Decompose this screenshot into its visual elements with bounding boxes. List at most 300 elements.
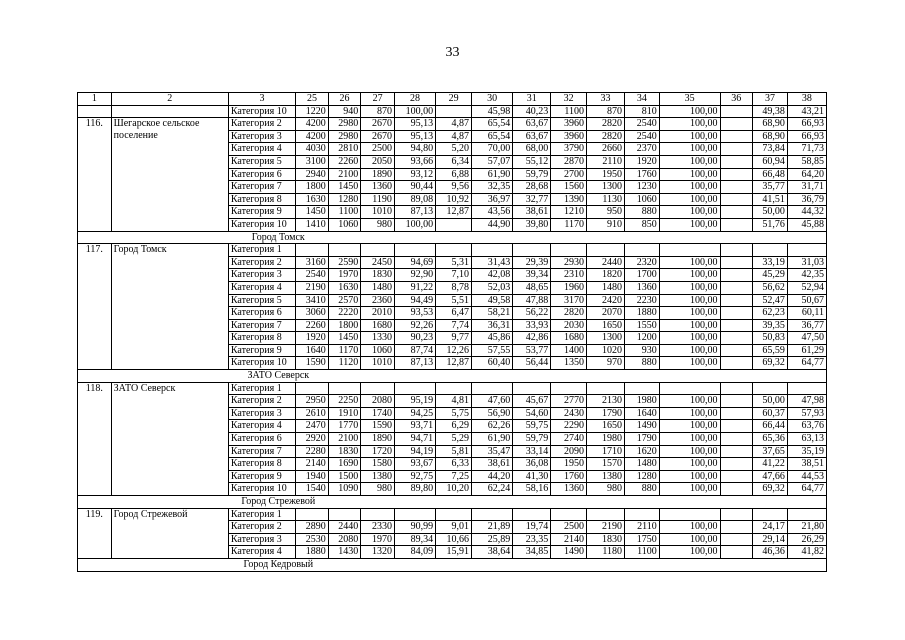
value-cell: 94,25 (394, 407, 435, 420)
value-cell: 2260 (328, 155, 361, 168)
value-cell (551, 508, 587, 521)
value-cell: 45,98 (471, 105, 512, 118)
value-cell: 9,01 (436, 521, 472, 534)
value-cell: 100,00 (394, 105, 435, 118)
value-cell (720, 319, 753, 332)
value-cell: 1480 (361, 281, 395, 294)
table-row (78, 244, 827, 257)
value-cell: 61,90 (471, 433, 512, 446)
value-cell: 1350 (551, 357, 587, 370)
value-cell: 1410 (296, 218, 329, 231)
value-cell: 52,03 (471, 281, 512, 294)
value-cell: 100,00 (659, 407, 720, 420)
column-header: 38 (787, 93, 826, 106)
value-cell: 1280 (328, 193, 361, 206)
value-cell: 57,93 (787, 407, 826, 420)
blank-cell (78, 370, 229, 383)
value-cell: 1570 (587, 458, 625, 471)
value-cell: 1390 (551, 193, 587, 206)
value-cell: 39,34 (513, 269, 551, 282)
value-cell: 1500 (328, 470, 361, 483)
value-cell: 58,85 (787, 155, 826, 168)
value-cell: 2440 (328, 521, 361, 534)
value-cell (720, 105, 753, 118)
value-cell: 55,12 (513, 155, 551, 168)
value-cell: 1330 (361, 332, 395, 345)
value-cell: 2700 (551, 168, 587, 181)
header-row (78, 93, 827, 106)
value-cell: 66,44 (753, 420, 788, 433)
category-label: Категория 6 (228, 168, 295, 181)
value-cell: 1020 (587, 344, 625, 357)
value-cell: 38,61 (513, 206, 551, 219)
value-cell: 50,67 (787, 294, 826, 307)
value-cell: 49,58 (471, 294, 512, 307)
value-cell: 87,13 (394, 357, 435, 370)
value-cell: 930 (625, 344, 660, 357)
value-cell: 2940 (296, 168, 329, 181)
value-cell: 3410 (296, 294, 329, 307)
value-cell: 2530 (296, 533, 329, 546)
value-cell: 41,82 (787, 546, 826, 559)
value-cell: 100,00 (659, 155, 720, 168)
value-cell: 52,94 (787, 281, 826, 294)
value-cell: 70,00 (471, 143, 512, 156)
value-cell: 1480 (625, 458, 660, 471)
value-cell: 43,21 (787, 105, 826, 118)
value-cell: 1760 (551, 470, 587, 483)
value-cell: 60,94 (753, 155, 788, 168)
value-cell: 38,64 (471, 546, 512, 559)
value-cell: 2130 (587, 395, 625, 408)
value-cell: 2870 (551, 155, 587, 168)
category-label: Категория 10 (228, 483, 295, 496)
value-cell: 58,16 (513, 483, 551, 496)
value-cell (720, 533, 753, 546)
value-cell: 93,66 (394, 155, 435, 168)
category-label: Категория 10 (228, 357, 295, 370)
value-cell: 1010 (361, 357, 395, 370)
value-cell: 4200 (296, 130, 329, 143)
table-row (78, 105, 827, 118)
category-label: Категория 2 (228, 118, 295, 131)
value-cell: 31,71 (787, 181, 826, 194)
value-cell (394, 382, 435, 395)
value-cell: 6,33 (436, 458, 472, 471)
value-cell: 21,89 (471, 521, 512, 534)
value-cell (720, 168, 753, 181)
value-cell: 62,23 (753, 307, 788, 320)
value-cell: 100,00 (659, 181, 720, 194)
value-cell (296, 244, 329, 257)
value-cell: 1400 (551, 344, 587, 357)
value-cell: 1830 (587, 533, 625, 546)
column-header: 26 (328, 93, 361, 106)
value-cell: 47,60 (471, 395, 512, 408)
value-cell: 2660 (587, 143, 625, 156)
value-cell: 35,77 (753, 181, 788, 194)
value-cell: 1940 (296, 470, 329, 483)
value-cell: 59,79 (513, 168, 551, 181)
value-cell (753, 244, 788, 257)
value-cell: 19,74 (513, 521, 551, 534)
value-cell: 980 (361, 483, 395, 496)
value-cell: 1320 (361, 546, 395, 559)
value-cell: 2590 (328, 256, 361, 269)
value-cell: 95,19 (394, 395, 435, 408)
value-cell (436, 508, 472, 521)
value-cell: 69,32 (753, 357, 788, 370)
table-row (78, 508, 827, 521)
value-cell: 93,12 (394, 168, 435, 181)
column-header: 31 (513, 93, 551, 106)
value-cell: 1380 (361, 470, 395, 483)
category-label: Категория 2 (228, 256, 295, 269)
value-cell (787, 508, 826, 521)
value-cell: 2230 (625, 294, 660, 307)
value-cell: 100,00 (659, 395, 720, 408)
category-label: Категория 3 (228, 130, 295, 143)
value-cell: 1100 (328, 206, 361, 219)
value-cell: 1920 (296, 332, 329, 345)
value-cell: 7,74 (436, 319, 472, 332)
value-cell (551, 244, 587, 257)
value-cell: 6,34 (436, 155, 472, 168)
value-cell: 1490 (625, 420, 660, 433)
value-cell: 1100 (551, 105, 587, 118)
row-number: 117. (78, 244, 112, 370)
value-cell: 65,54 (471, 130, 512, 143)
value-cell (659, 244, 720, 257)
value-cell: 2570 (328, 294, 361, 307)
value-cell (720, 307, 753, 320)
column-header: 1 (78, 93, 112, 106)
value-cell: 66,48 (753, 168, 788, 181)
value-cell: 40,23 (513, 105, 551, 118)
value-cell: 89,80 (394, 483, 435, 496)
value-cell: 36,08 (513, 458, 551, 471)
value-cell: 87,74 (394, 344, 435, 357)
value-cell: 2140 (296, 458, 329, 471)
value-cell: 1210 (551, 206, 587, 219)
category-label: Категория 10 (228, 218, 295, 231)
value-cell: 1130 (587, 193, 625, 206)
value-cell: 100,00 (659, 118, 720, 131)
value-cell: 90,23 (394, 332, 435, 345)
value-cell: 5,29 (436, 433, 472, 446)
value-cell: 2810 (328, 143, 361, 156)
value-cell: 1060 (625, 193, 660, 206)
value-cell: 7,10 (436, 269, 472, 282)
value-cell: 4,87 (436, 130, 472, 143)
value-cell: 1230 (625, 181, 660, 194)
value-cell: 1450 (328, 181, 361, 194)
value-cell: 100,00 (659, 521, 720, 534)
value-cell: 2010 (361, 307, 395, 320)
value-cell: 2820 (587, 130, 625, 143)
value-cell: 910 (587, 218, 625, 231)
category-label: Категория 3 (228, 269, 295, 282)
value-cell: 1760 (625, 168, 660, 181)
value-cell: 44,32 (787, 206, 826, 219)
value-cell: 1910 (328, 407, 361, 420)
value-cell: 90,99 (394, 521, 435, 534)
value-cell: 68,00 (513, 143, 551, 156)
value-cell: 1720 (361, 445, 395, 458)
value-cell: 2280 (296, 445, 329, 458)
value-cell: 880 (625, 206, 660, 219)
value-cell: 94,19 (394, 445, 435, 458)
value-cell: 1830 (328, 445, 361, 458)
value-cell: 3100 (296, 155, 329, 168)
section-heading: Город Томск (228, 231, 328, 244)
value-cell: 100,00 (659, 433, 720, 446)
locality-name: ЗАТО Северск (111, 382, 228, 495)
value-cell: 92,26 (394, 319, 435, 332)
value-cell: 36,97 (471, 193, 512, 206)
value-cell: 2540 (625, 118, 660, 131)
value-cell: 50,00 (753, 395, 788, 408)
value-cell (720, 143, 753, 156)
value-cell: 56,90 (471, 407, 512, 420)
value-cell: 44,53 (787, 470, 826, 483)
value-cell: 49,38 (753, 105, 788, 118)
value-cell: 5,81 (436, 445, 472, 458)
value-cell: 47,50 (787, 332, 826, 345)
value-cell: 940 (328, 105, 361, 118)
value-cell: 100,00 (659, 281, 720, 294)
value-cell: 29,39 (513, 256, 551, 269)
value-cell: 56,44 (513, 357, 551, 370)
value-cell: 2090 (551, 445, 587, 458)
value-cell (720, 458, 753, 471)
category-label: Категория 9 (228, 470, 295, 483)
value-cell: 6,47 (436, 307, 472, 320)
value-cell: 1120 (328, 357, 361, 370)
value-cell: 36,31 (471, 319, 512, 332)
value-cell (361, 244, 395, 257)
value-cell: 63,67 (513, 118, 551, 131)
value-cell (436, 218, 472, 231)
value-cell: 4,87 (436, 118, 472, 131)
value-cell (720, 521, 753, 534)
value-cell: 2370 (625, 143, 660, 156)
value-cell (296, 382, 329, 395)
column-header: 32 (551, 93, 587, 106)
value-cell: 64,20 (787, 168, 826, 181)
value-cell: 2890 (296, 521, 329, 534)
value-cell (471, 382, 512, 395)
value-cell: 3160 (296, 256, 329, 269)
value-cell: 2540 (625, 130, 660, 143)
value-cell: 66,93 (787, 130, 826, 143)
value-cell (513, 244, 551, 257)
value-cell: 1710 (587, 445, 625, 458)
value-cell: 2670 (361, 130, 395, 143)
value-cell: 880 (625, 483, 660, 496)
value-cell: 57,07 (471, 155, 512, 168)
value-cell: 1100 (625, 546, 660, 559)
value-cell: 92,75 (394, 470, 435, 483)
row-number: 119. (78, 508, 112, 558)
value-cell: 1620 (625, 445, 660, 458)
value-cell: 64,77 (787, 483, 826, 496)
value-cell: 2030 (551, 319, 587, 332)
value-cell: 2190 (296, 281, 329, 294)
value-cell: 43,56 (471, 206, 512, 219)
blank-cell (78, 496, 229, 509)
value-cell: 2430 (551, 407, 587, 420)
row-number (78, 105, 112, 118)
value-cell: 1830 (361, 269, 395, 282)
value-cell: 1770 (328, 420, 361, 433)
row-number: 116. (78, 118, 112, 231)
value-cell: 100,00 (659, 294, 720, 307)
value-cell: 2250 (328, 395, 361, 408)
value-cell (720, 294, 753, 307)
value-cell: 5,51 (436, 294, 472, 307)
value-cell: 56,62 (753, 281, 788, 294)
value-cell: 1450 (328, 332, 361, 345)
value-cell: 2110 (587, 155, 625, 168)
value-cell: 1920 (625, 155, 660, 168)
value-cell: 100,00 (659, 357, 720, 370)
value-cell: 2080 (361, 395, 395, 408)
section-heading-row (78, 231, 827, 244)
value-cell (436, 105, 472, 118)
value-cell (361, 382, 395, 395)
value-cell: 1650 (587, 319, 625, 332)
locality-name: Шегарское сельское поселение (111, 118, 228, 231)
value-cell: 1640 (296, 344, 329, 357)
page-number: 33 (445, 45, 460, 60)
value-cell (720, 508, 753, 521)
value-cell: 84,09 (394, 546, 435, 559)
value-cell: 93,53 (394, 307, 435, 320)
value-cell (720, 332, 753, 345)
tariff-table (77, 92, 827, 572)
value-cell: 50,83 (753, 332, 788, 345)
value-cell: 2080 (328, 533, 361, 546)
value-cell: 2050 (361, 155, 395, 168)
value-cell: 1480 (587, 281, 625, 294)
value-cell: 60,11 (787, 307, 826, 320)
value-cell: 60,37 (753, 407, 788, 420)
value-cell: 42,35 (787, 269, 826, 282)
value-cell: 1970 (328, 269, 361, 282)
value-cell: 61,29 (787, 344, 826, 357)
value-cell: 62,26 (471, 420, 512, 433)
value-cell: 2310 (551, 269, 587, 282)
value-cell: 32,77 (513, 193, 551, 206)
value-cell: 33,14 (513, 445, 551, 458)
value-cell: 2770 (551, 395, 587, 408)
value-cell: 21,80 (787, 521, 826, 534)
value-cell: 24,17 (753, 521, 788, 534)
value-cell: 980 (361, 218, 395, 231)
value-cell: 10,66 (436, 533, 472, 546)
value-cell: 1800 (296, 181, 329, 194)
value-cell: 48,65 (513, 281, 551, 294)
column-header: 33 (587, 93, 625, 106)
value-cell: 2290 (551, 420, 587, 433)
value-cell: 1380 (587, 470, 625, 483)
value-cell: 100,00 (659, 458, 720, 471)
value-cell: 1560 (551, 181, 587, 194)
blank-cell (328, 231, 826, 244)
value-cell: 26,29 (787, 533, 826, 546)
column-header: 27 (361, 93, 395, 106)
value-cell: 2450 (361, 256, 395, 269)
value-cell: 1980 (625, 395, 660, 408)
value-cell: 1950 (587, 168, 625, 181)
value-cell: 100,00 (659, 218, 720, 231)
section-heading: ЗАТО Северск (228, 370, 328, 383)
column-header: 3 (228, 93, 295, 106)
value-cell: 45,29 (753, 269, 788, 282)
value-cell: 3060 (296, 307, 329, 320)
value-cell: 1190 (361, 193, 395, 206)
category-label: Категория 5 (228, 155, 295, 168)
value-cell: 31,03 (787, 256, 826, 269)
value-cell (720, 357, 753, 370)
value-cell: 92,90 (394, 269, 435, 282)
value-cell (436, 382, 472, 395)
value-cell: 100,00 (659, 470, 720, 483)
value-cell: 100,00 (659, 533, 720, 546)
value-cell: 1280 (625, 470, 660, 483)
value-cell (587, 508, 625, 521)
value-cell: 100,00 (659, 307, 720, 320)
value-cell: 1960 (551, 281, 587, 294)
value-cell: 2930 (551, 256, 587, 269)
value-cell (471, 508, 512, 521)
value-cell: 8,78 (436, 281, 472, 294)
value-cell (720, 407, 753, 420)
blank-cell (328, 370, 826, 383)
value-cell (328, 244, 361, 257)
value-cell: 89,08 (394, 193, 435, 206)
value-cell: 10,20 (436, 483, 472, 496)
value-cell: 1490 (551, 546, 587, 559)
value-cell: 36,77 (787, 319, 826, 332)
value-cell: 39,80 (513, 218, 551, 231)
column-header: 35 (659, 93, 720, 106)
value-cell: 37,65 (753, 445, 788, 458)
category-label: Категория 6 (228, 307, 295, 320)
value-cell: 60,40 (471, 357, 512, 370)
value-cell (753, 382, 788, 395)
value-cell: 51,76 (753, 218, 788, 231)
value-cell: 2330 (361, 521, 395, 534)
value-cell: 46,36 (753, 546, 788, 559)
value-cell (394, 244, 435, 257)
value-cell: 970 (587, 357, 625, 370)
value-cell (720, 483, 753, 496)
value-cell: 1590 (296, 357, 329, 370)
value-cell (513, 508, 551, 521)
value-cell: 62,24 (471, 483, 512, 496)
value-cell: 1580 (361, 458, 395, 471)
blank-cell (328, 496, 826, 509)
value-cell (720, 244, 753, 257)
value-cell: 2980 (328, 130, 361, 143)
value-cell: 89,34 (394, 533, 435, 546)
value-cell: 1360 (551, 483, 587, 496)
value-cell: 25,89 (471, 533, 512, 546)
value-cell: 1690 (328, 458, 361, 471)
section-heading-row (78, 496, 827, 509)
